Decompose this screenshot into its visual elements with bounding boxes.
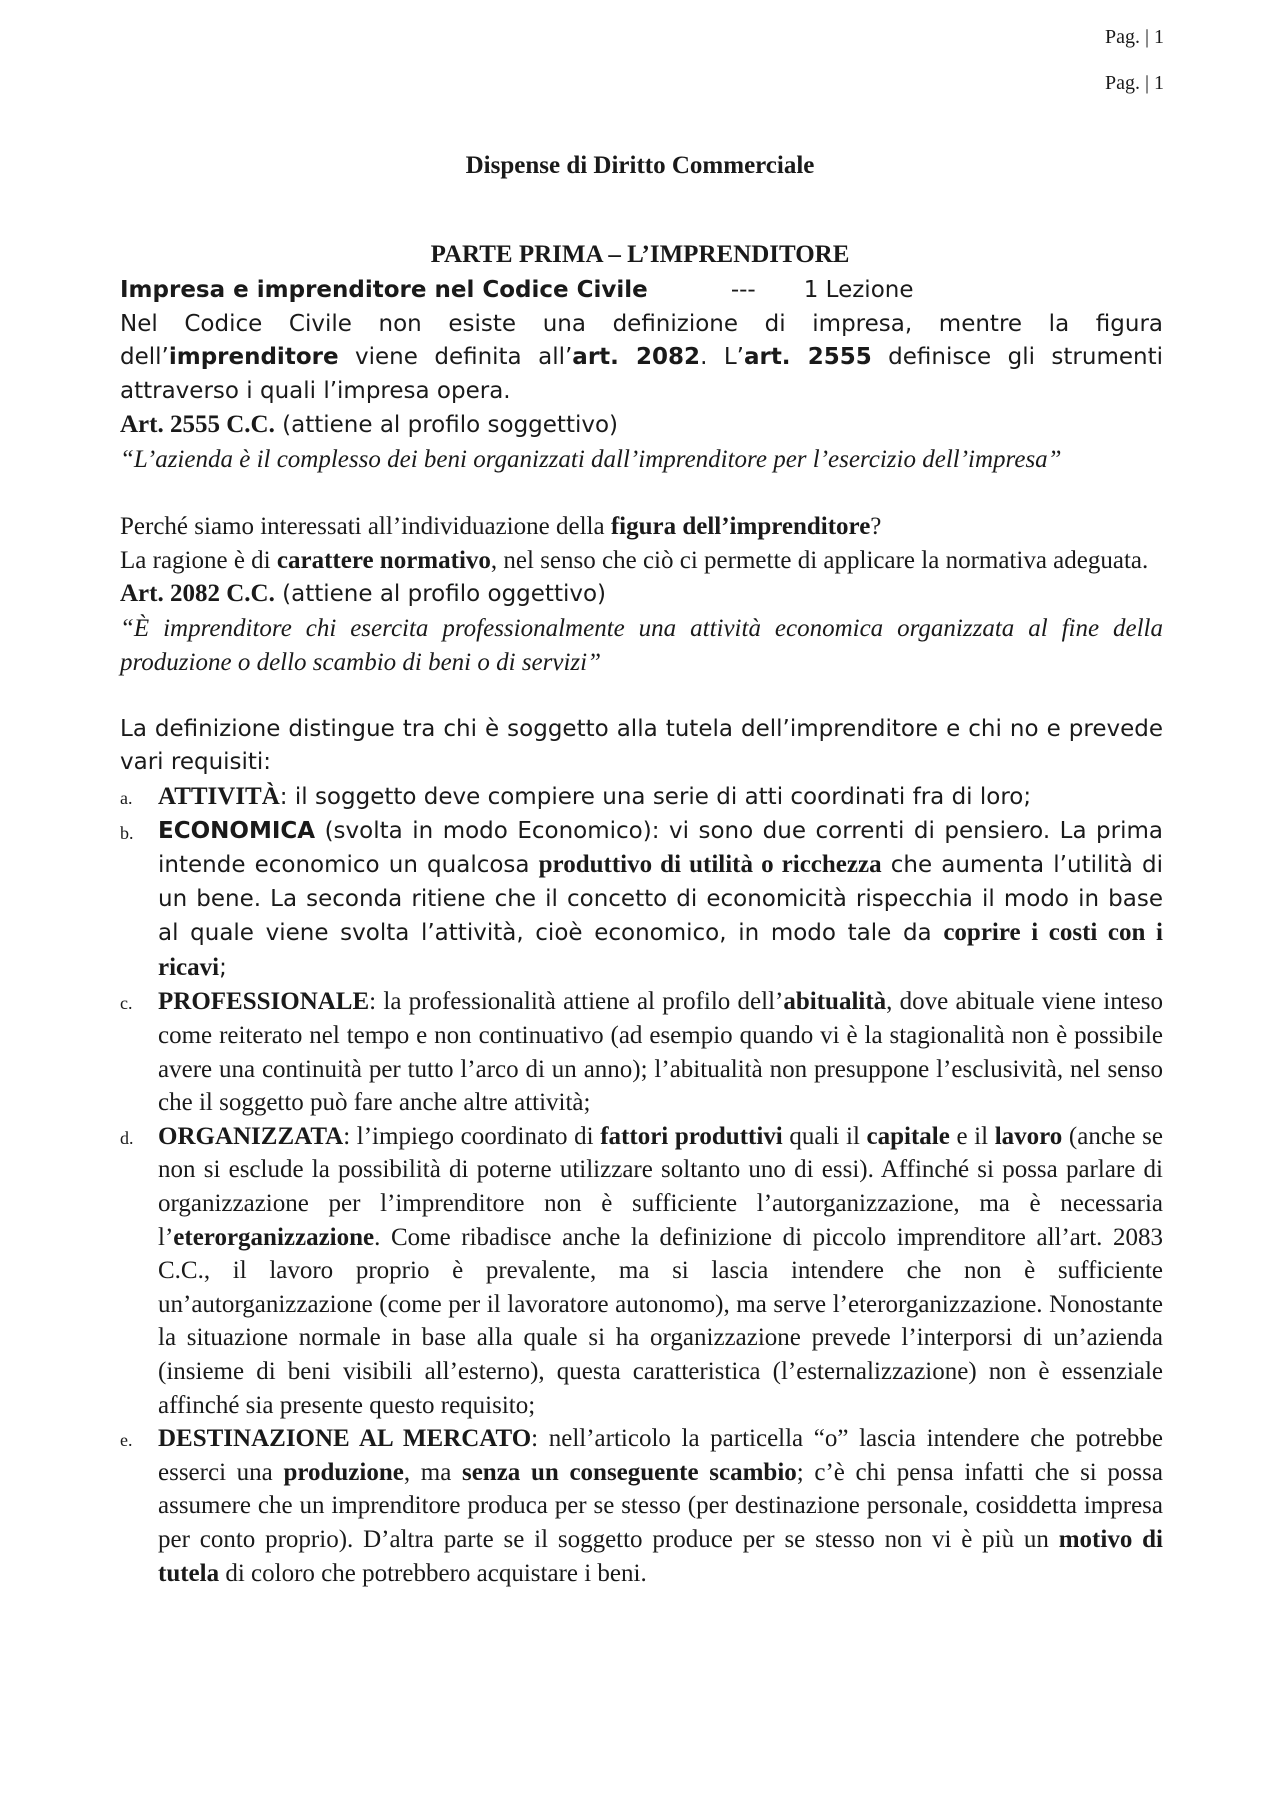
lesson-label: 1 Lezione — [803, 277, 914, 303]
article-note: (attiene al profilo oggettivo) — [274, 581, 607, 608]
requirement-title: ORGANIZZATA — [158, 1122, 344, 1150]
article-2555-heading — [120, 408, 1163, 443]
bold-term: eterorganizzazione — [173, 1223, 375, 1251]
text-run: quali il — [782, 1122, 867, 1150]
bold-term: carattere normativo — [276, 546, 491, 574]
text-run: Perché siamo interessati all’individuazione della — [120, 513, 611, 541]
article-2082-heading — [120, 577, 1163, 612]
article-2555-quote: “L’azienda è il complesso dei beni organizzati dall’imprenditore per l’esercizio dell’impresa” — [120, 445, 1062, 473]
bold-term: motivo di tutela — [158, 1525, 1163, 1587]
text-run: , ma — [403, 1458, 462, 1486]
list-marker: d. — [120, 1127, 134, 1148]
article-label: Art. 2082 C.C. — [120, 580, 275, 608]
text-run: , dove abituale viene inteso come reiterato nel tempo e non continuativo (ad esempio quando vi è la stagionalità non è possibile avere una continuità per tutto l’arco di un anno); l’abitualità non presuppone l’esclusività, nel senso che il soggetto può fare anche altre attività; — [158, 988, 1163, 1117]
lesson-heading — [120, 274, 1163, 308]
spacer — [120, 477, 1163, 511]
bold-term: coprire i costi con i ricavi — [158, 919, 1163, 981]
bold-term: art. 2555 — [743, 344, 872, 371]
text-run: definisce gli strumenti attraverso i quali l’impresa opera. — [120, 344, 1164, 404]
text-run: : l’impiego coordinato di — [343, 1122, 601, 1150]
lesson-title: Impresa e imprenditore nel Codice Civile — [120, 277, 648, 303]
bold-term: lavoro — [994, 1122, 1063, 1150]
list-marker: c. — [120, 993, 133, 1014]
requirement-title: DESTINAZIONE AL MERCATO — [158, 1425, 532, 1453]
text-run: viene definita all’ — [338, 344, 573, 371]
text-run: (svolta in modo Economico): vi sono due correnti di pensiero. La prima intende economico un qualcosa — [158, 817, 1163, 879]
list-item — [120, 780, 1163, 815]
list-marker: b. — [120, 822, 134, 843]
text-run: : il soggetto deve compiere una serie di atti coordinati fra di loro; — [279, 783, 1032, 810]
page-number-header: Pag. | 1 — [1104, 26, 1164, 48]
article-label: Art. 2555 C.C. — [120, 411, 275, 439]
text-run: . L’ — [700, 344, 744, 371]
text-run: : la professionalità attiene al profilo dell’ — [369, 988, 784, 1016]
bold-term: fattori produttivi — [600, 1122, 783, 1150]
bold-term: capitale — [866, 1122, 950, 1150]
bold-term: produttivo di utilità o ricchezza — [538, 851, 882, 879]
bold-term: art. 2082 — [572, 344, 701, 371]
list-item — [120, 1422, 1163, 1590]
question-paragraph — [120, 510, 1163, 544]
bold-term: produzione — [283, 1458, 404, 1486]
bold-term: figura dell’imprenditore — [610, 513, 871, 541]
page-number-header: Pag. | 1 — [1104, 72, 1164, 94]
text-run: ; c’è chi pensa infatti che si possa assumere che un imprenditore produca per se stesso (per destinazione personale, cosiddetta impresa per conto proprio). D’altra parte se il soggetto produce per se stesso non vi è più un — [158, 1458, 1163, 1553]
list-item — [120, 1120, 1163, 1422]
text-run: . Come ribadisce anche la definizione di piccolo imprenditore all’art. 2083 C.C., il lavoro proprio è prevalente, ma si lascia intendere che non è sufficiente un’autorganizzazione (come per il lavoratore autonomo), ma serve l’eterorganizzazione. Nonostante la situazione normale in base alla quale si ha organizzazione prevede l’interporsi di un’azienda (insieme di beni visibili all’esterno), questa caratteristica (l’esternalizzazione) non è essenziale affinché sia presente questo requisito; — [158, 1223, 1163, 1419]
definition-paragraph: La definizione distingue tra chi è soggetto alla tutela dell’imprenditore e chi no e prevede vari requisiti: — [120, 715, 1163, 776]
bold-term: abitualità — [783, 988, 887, 1016]
article-note: (attiene al profilo soggettivo) — [274, 412, 619, 439]
list-marker: e. — [120, 1430, 133, 1451]
text-run: , nel senso che ciò ci permette di applicare la normativa adeguata. — [490, 546, 1149, 574]
text-run: e il — [949, 1122, 995, 1150]
text-run: Nel Codice Civile non esiste una definizione di impresa, mentre la figura dell’ — [120, 310, 1163, 371]
list-marker: a. — [120, 787, 133, 808]
text-run: di coloro che potrebbero acquistare i beni. — [219, 1559, 647, 1587]
text-run: ? — [870, 513, 882, 541]
part-title: PARTE PRIMA – L’IMPRENDITORE — [430, 241, 850, 268]
bold-term: senza un conseguente scambio — [461, 1458, 797, 1486]
text-run: La ragione è di — [120, 546, 277, 574]
requirement-title: ATTIVITÀ — [158, 782, 280, 810]
text-run: (anche se non si esclude la possibilità di poterne utilizzare soltanto uno di essi). Affinché si possa parlare di organizzazione per l’imprenditore non è sufficiente l’autorganizzazione, ma è necessaria l’ — [158, 1122, 1163, 1251]
bold-term: imprenditore — [168, 344, 339, 371]
spacer — [120, 679, 1163, 713]
requirement-title: PROFESSIONALE — [158, 988, 370, 1016]
reason-paragraph — [120, 544, 1163, 578]
text-run: ; — [219, 954, 227, 981]
document-body — [120, 274, 1163, 1590]
document-title: Dispense di Diritto Commerciale — [465, 152, 815, 179]
lesson-separator: --- — [730, 277, 756, 303]
requirements-list — [120, 780, 1163, 1590]
article-2082-quote: “È imprenditore chi esercita professionalmente una attività economica organizzata al fine della produzione o dello scambio di beni o di servizi” — [120, 614, 1163, 676]
list-item — [120, 815, 1163, 986]
requirement-title: ECONOMICA — [158, 817, 316, 844]
text-run: che aumenta l’utilità di un bene. La seconda ritiene che il concetto di economicità rispecchia il modo in base al quale viene svolta l’attività, cioè economico, in modo tale da — [158, 852, 1163, 947]
intro-paragraph — [120, 308, 1163, 409]
text-run: : nell’articolo la particella “o” lascia intendere che potrebbe esserci una — [158, 1425, 1163, 1486]
list-item — [120, 985, 1163, 1119]
